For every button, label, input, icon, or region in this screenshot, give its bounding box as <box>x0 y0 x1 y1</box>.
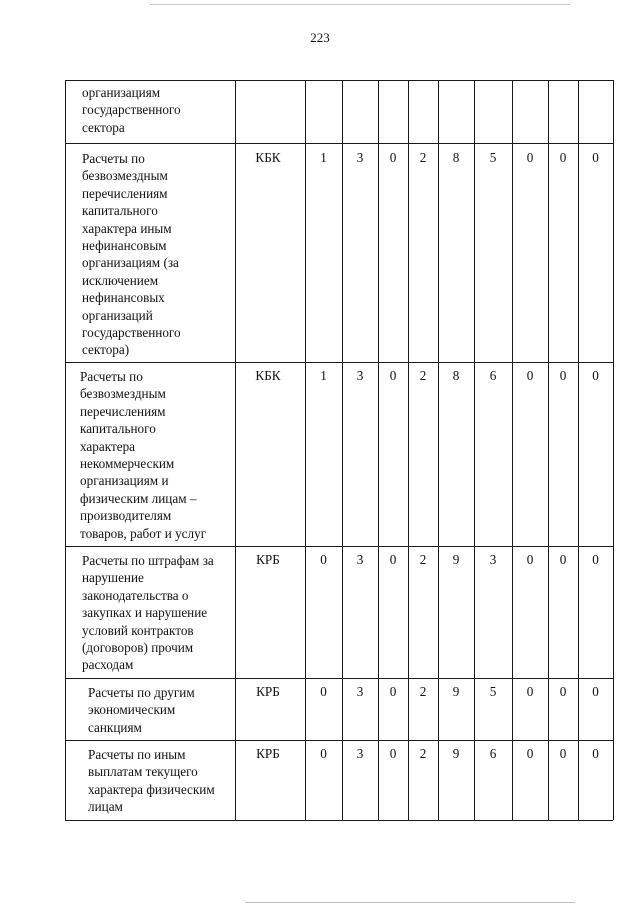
code-digit: 3 <box>356 684 364 699</box>
row-code-type: КРБ <box>256 552 280 567</box>
code-digit: 0 <box>389 746 397 761</box>
row-code-type: КРБ <box>256 746 280 761</box>
table-row-border <box>65 740 613 741</box>
code-digit: 0 <box>389 368 397 383</box>
row-description: Расчеты по безвозмездным перечислениям капитального характера иным нефинансовым организациям (за исключением нефинансовых организаций государственного сектора) <box>82 151 181 358</box>
code-digit: 0 <box>526 746 534 761</box>
code-digit: 0 <box>526 368 534 383</box>
code-digit: 0 <box>526 684 534 699</box>
table-column-border <box>408 80 409 820</box>
row-description: Расчеты по иным выплатам текущего характера физическим лицам <box>88 747 215 815</box>
code-digit: 2 <box>419 684 427 699</box>
code-digit: 2 <box>419 552 427 567</box>
code-digit: 0 <box>320 746 327 761</box>
code-digit: 0 <box>320 552 327 567</box>
code-digit: 3 <box>356 150 364 165</box>
table-column-border <box>512 80 513 820</box>
code-digit: 3 <box>356 368 364 383</box>
table-column-border <box>474 80 475 820</box>
code-digit: 1 <box>320 150 327 165</box>
code-digit: 8 <box>452 368 460 383</box>
code-digit: 0 <box>559 552 567 567</box>
code-digit: 0 <box>559 746 567 761</box>
table-row-border <box>65 820 613 821</box>
code-digit: 0 <box>592 150 599 165</box>
code-digit: 5 <box>489 684 497 699</box>
row-description: Расчеты по безвозмездным перечислениям капитального характера некоммерческим организациям и физическим лицам – производителям товаров, работ и услуг <box>80 369 207 541</box>
code-digit: 2 <box>419 150 427 165</box>
code-digit: 8 <box>452 150 460 165</box>
table-row-border <box>65 678 613 679</box>
row-description: организациям государственного сектора <box>82 85 181 135</box>
code-digit: 0 <box>592 746 599 761</box>
code-digit: 6 <box>489 368 497 383</box>
code-digit: 9 <box>452 552 460 567</box>
code-digit: 5 <box>489 150 497 165</box>
table-row-border <box>65 143 613 144</box>
code-digit: 3 <box>356 746 364 761</box>
code-digit: 0 <box>389 684 397 699</box>
code-digit: 0 <box>592 368 599 383</box>
table-column-border <box>342 80 343 820</box>
code-digit: 0 <box>526 552 534 567</box>
table-column-border <box>578 80 579 820</box>
code-digit: 0 <box>559 150 567 165</box>
code-digit: 3 <box>489 552 497 567</box>
code-digit: 6 <box>489 746 497 761</box>
row-description: Расчеты по штрафам за нарушение законодательства о закупках и нарушение условий контрактов (договоров) прочим расходам <box>82 553 214 673</box>
row-code-type: КБК <box>255 150 281 165</box>
table-column-border <box>438 80 439 820</box>
table-column-border <box>613 80 614 820</box>
code-digit: 0 <box>592 684 599 699</box>
row-code-type: КРБ <box>256 684 280 699</box>
code-digit: 0 <box>559 368 567 383</box>
table-row-border <box>65 362 613 363</box>
row-description: Расчеты по другим экономическим санкциям <box>88 685 195 735</box>
code-digit: 2 <box>419 368 427 383</box>
table-column-border <box>378 80 379 820</box>
code-digit: 3 <box>356 552 364 567</box>
code-digit: 0 <box>526 150 534 165</box>
table-row-border <box>65 546 613 547</box>
code-digit: 0 <box>320 684 327 699</box>
page-number: 223 <box>310 30 330 45</box>
code-digit: 9 <box>452 684 460 699</box>
table-column-border <box>235 80 236 820</box>
code-digit: 0 <box>592 552 599 567</box>
table-column-border <box>305 80 306 820</box>
code-digit: 9 <box>452 746 460 761</box>
table-row-border <box>65 80 613 81</box>
table-column-border <box>548 80 549 820</box>
code-digit: 1 <box>320 368 327 383</box>
table-column-border <box>65 80 66 820</box>
code-digit: 0 <box>559 684 567 699</box>
code-digit: 0 <box>389 150 397 165</box>
scan-bottom-edge <box>245 902 575 903</box>
row-code-type: КБК <box>255 368 281 383</box>
code-digit: 0 <box>389 552 397 567</box>
code-digit: 2 <box>419 746 427 761</box>
